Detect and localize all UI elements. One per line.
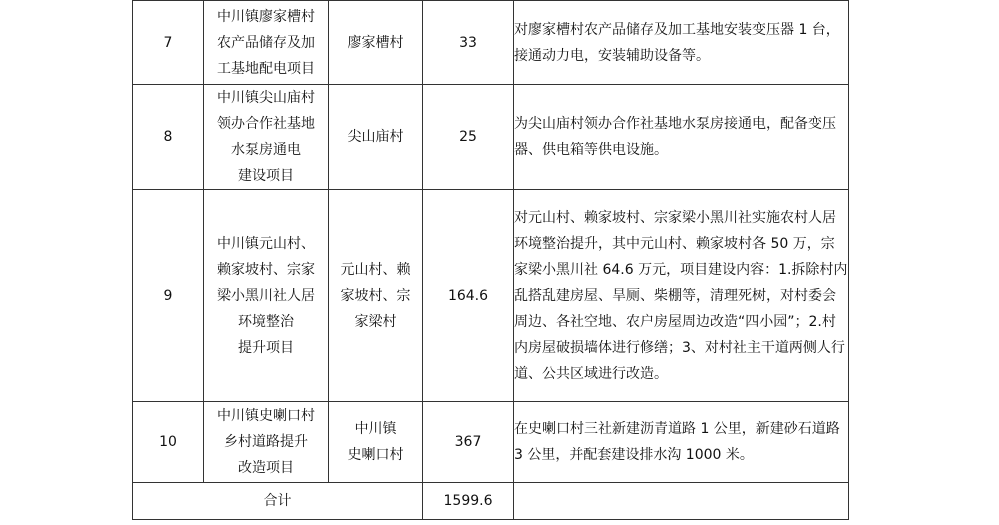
total-empty-cell (514, 483, 849, 520)
total-amount: 1599.6 (423, 483, 514, 520)
village-name: 元山村、赖 家坡村、宗 家梁村 (329, 190, 423, 402)
village-name: 中川镇 史喇口村 (329, 402, 423, 483)
project-description: 在史喇口村三社新建沥青道路 1 公里，新建砂石道路 3 公里，并配套建设排水沟 1000 米。 (514, 402, 849, 483)
total-row (133, 483, 849, 520)
project-name: 中川镇尖山庙村 领办合作社基地 水泵房通电 建设项目 (204, 85, 329, 190)
amount-cell: 25 (423, 85, 514, 190)
table-row (133, 402, 849, 483)
project-description: 为尖山庙村领办合作社基地水泵房接通电，配备变压器、供电箱等供电设施。 (514, 85, 849, 190)
amount-cell: 33 (423, 1, 514, 85)
village-name: 廖家槽村 (329, 1, 423, 85)
village-name: 尖山庙村 (329, 85, 423, 190)
row-number: 8 (133, 85, 204, 190)
table-row (133, 190, 849, 402)
total-label: 合计 (133, 483, 423, 520)
amount-cell: 367 (423, 402, 514, 483)
table-row (133, 85, 849, 190)
amount-cell: 164.6 (423, 190, 514, 402)
project-name: 中川镇史喇口村 乡村道路提升 改造项目 (204, 402, 329, 483)
row-number: 10 (133, 402, 204, 483)
table-row (133, 1, 849, 85)
project-table (132, 0, 849, 520)
project-description: 对廖家槽村农产品储存及加工基地安装变压器 1 台，接通动力电，安装辅助设备等。 (514, 1, 849, 85)
project-name: 中川镇廖家槽村 农产品储存及加 工基地配电项目 (204, 1, 329, 85)
row-number: 7 (133, 1, 204, 85)
row-number: 9 (133, 190, 204, 402)
project-name: 中川镇元山村、 赖家坡村、宗家 梁小黑川社人居 环境整治 提升项目 (204, 190, 329, 402)
project-description: 对元山村、赖家坡村、宗家梁小黑川社实施农村人居环境整治提升，其中元山村、赖家坡村各 50 万，宗家梁小黑川社 64.6 万元，项目建设内容：1.拆除村内乱搭乱建房屋、旱厕、柴棚等，清理死树，对村委会周边、各社空地、农户房屋周边改造“四小园”；2.村内房屋破损墙体进行修缮；3、对村社主干道两侧人行道、公共区域进行改造。 (514, 190, 849, 402)
